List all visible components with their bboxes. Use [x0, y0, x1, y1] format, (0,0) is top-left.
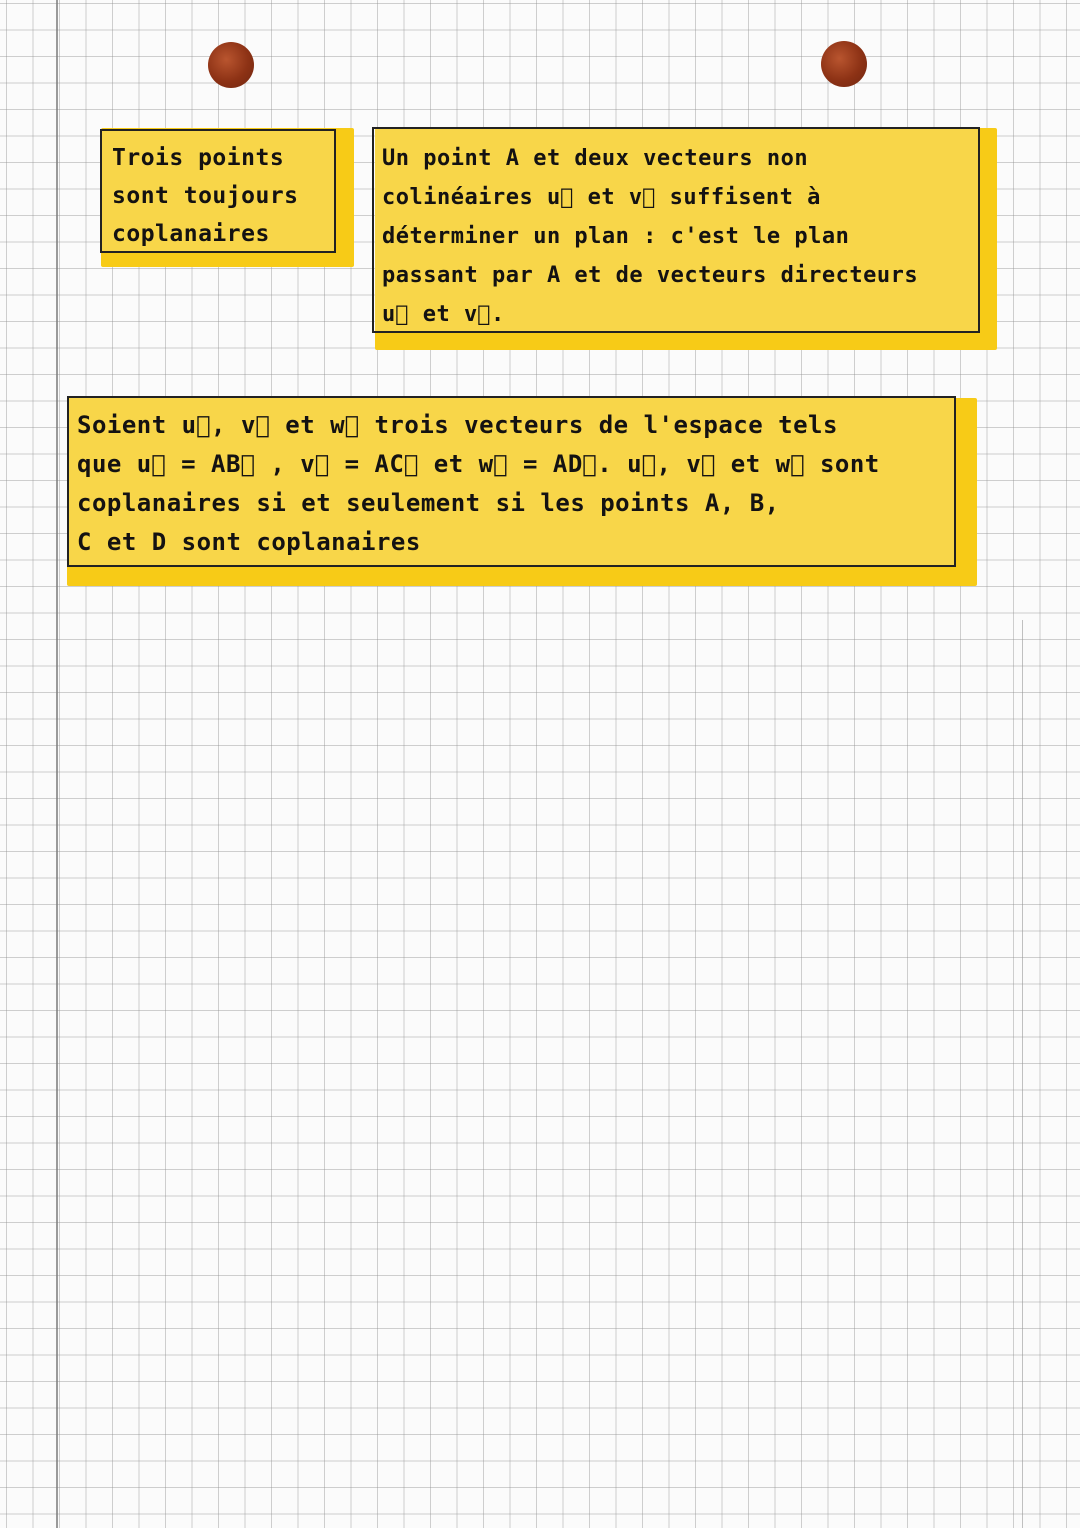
note-line: coplanaires si et seulement si les points A, B,	[77, 489, 780, 517]
note-line: Trois points	[112, 145, 285, 171]
punch-hole-left	[208, 42, 254, 88]
note-line: C et D sont coplanaires	[77, 528, 421, 556]
note-line: Soient u⃗, v⃗ et w⃗ trois vecteurs de l'espace tels	[77, 411, 838, 439]
note-line: passant par A et de vecteurs directeurs	[382, 263, 919, 288]
right-ruled-line	[1022, 620, 1023, 1528]
margin-line	[56, 0, 58, 1528]
punch-hole-right	[821, 41, 867, 87]
note-box-coplanar-points	[100, 129, 336, 253]
note-line: coplanaires	[112, 221, 270, 247]
note-box-coplanar-vectors	[67, 396, 956, 567]
note-line: déterminer un plan : c'est le plan	[382, 224, 850, 249]
note-line: que u⃗ = AB⃗ , v⃗ = AC⃗ et w⃗ = AD⃗. u⃗, v⃗ et w⃗ sont	[77, 450, 880, 478]
note-line: colinéaires u⃗ et v⃗ suffisent à	[382, 185, 821, 210]
note-line: Un point A et deux vecteurs non	[382, 146, 809, 171]
note-line: u⃗ et v⃗.	[382, 302, 505, 327]
note-box-plane-definition	[372, 127, 980, 333]
note-line: sont toujours	[112, 183, 299, 209]
